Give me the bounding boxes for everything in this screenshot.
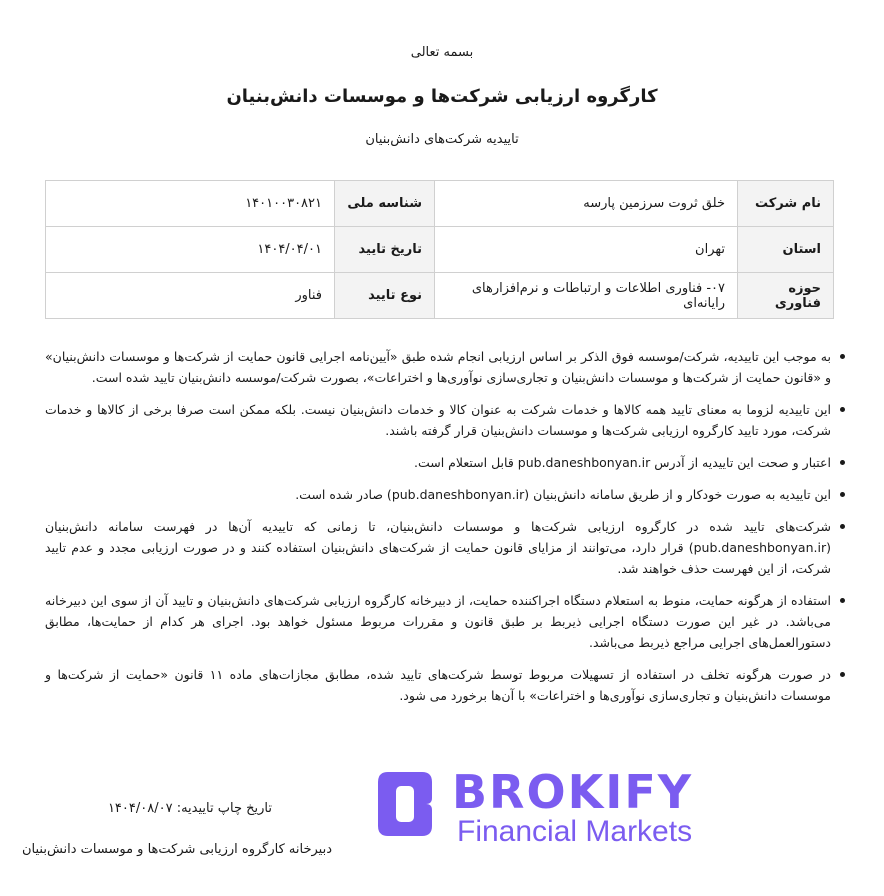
approval-date-value: ۱۴۰۴/۰۴/۰۱ bbox=[46, 227, 335, 273]
list-item: استفاده از هرگونه حمایت، منوط به استعلام دستگاه اجراکننده حمایت، از دبیرخانه کارگروه ارزیابی شرکت‌های دانش‌بنیان و تایید آن از سوی این دبیرخانه می‌باشد. در غیر این صورت دستگاه اجرایی ذیربط بر طبق قانون و مقررات مربوط مسئول خواهد بود. اجرای هر کدام از حمایت‌ها، مطابق دستورالعمل‌های اجرایی مراجع ذیربط می‌باشد. bbox=[45, 590, 831, 653]
brand-tagline: Financial Markets bbox=[457, 815, 693, 848]
page-title: کارگروه ارزیابی شرکت‌ها و موسسات دانش‌بنیان bbox=[226, 86, 658, 107]
approval-type-label: نوع تایید bbox=[335, 273, 435, 319]
list-item: در صورت هرگونه تخلف در استفاده از تسهیلات مربوط توسط شرکت‌های تایید شده، مطابق مجازات‌های ماده ۱۱ قانون «حمایت از شرکت‌ها و موسسات دانش‌بنیان و تجاری‌سازی نوآوری‌ها و اختراعات» با آن‌ها برخورد می شود. bbox=[45, 664, 831, 706]
list-item: شرکت‌های تایید شده در کارگروه ارزیابی شرکت‌ها و موسسات دانش‌بنیان، تا زمانی که تاییدیه آن‌ها در فهرست سامانه دانش‌بنیان (pub.daneshbonyan.ir) قرار دارد، می‌توانند از مزایای قانون حمایت از شرکت‌های دانش‌بنیان استفاده کنند و در صورت ارزیابی مجدد و عدم تایید شرکت، از این فهرست حذف خواهند شد. bbox=[45, 516, 831, 579]
page-subtitle: تاییدیه شرکت‌های دانش‌بنیان bbox=[365, 132, 519, 147]
company-name-label: نام شرکت bbox=[738, 181, 834, 227]
company-info-table bbox=[45, 180, 834, 319]
province-value: تهران bbox=[435, 227, 738, 273]
brokify-logo-icon bbox=[374, 768, 436, 840]
table-row bbox=[46, 273, 834, 319]
brokify-watermark bbox=[372, 765, 732, 875]
company-name-value: خلق ثروت سرزمین پارسه bbox=[435, 181, 738, 227]
notes-list bbox=[45, 346, 849, 717]
list-item: اعتبار و صحت این تاییدیه از آدرس pub.daneshbonyan.ir قابل استعلام است. bbox=[45, 452, 831, 473]
list-item: این تاییدیه به صورت خودکار و از طریق سامانه دانش‌بنیان (pub.daneshbonyan.ir) صادر شده است. bbox=[45, 484, 831, 505]
secretariat-signature: دبیرخانه کارگروه ارزیابی شرکت‌ها و موسسات دانش‌بنیان bbox=[21, 842, 332, 857]
brand-name: BROKIFY bbox=[452, 765, 694, 819]
approval-type-value: فناور bbox=[46, 273, 335, 319]
tech-field-label: حوزه فناوری bbox=[738, 273, 834, 319]
tech-field-value: ۰۷- فناوری اطلاعات و ارتباطات و نرم‌افزارهای رایانه‌ای bbox=[435, 273, 738, 319]
table-row bbox=[46, 181, 834, 227]
approval-date-label: تاریخ تایید bbox=[335, 227, 435, 273]
list-item: این تاییدیه لزوما به معنای تایید همه کالاها و خدمات شرکت به عنوان کالا و خدمات دانش‌بنیان نیست. بلکه ممکن است صرفا برخی از کالاها و خدمات شرکت، مورد تایید کارگروه ارزیابی شرکت‌ها و موسسات دانش‌بنیان قرار گرفته باشند. bbox=[45, 399, 831, 441]
table-row bbox=[46, 227, 834, 273]
national-id-label: شناسه ملی bbox=[335, 181, 435, 227]
province-label: استان bbox=[738, 227, 834, 273]
list-item: به موجب این تاییدیه، شرکت/موسسه فوق الذکر بر اساس ارزیابی انجام شده طبق «آیین‌نامه اجرایی قانون حمایت از شرکت‌ها و موسسات دانش‌بنیان» و «قانون حمایت از شرکت‌ها و موسسات دانش‌بنیان و تجاری‌سازی نوآوری‌ها و اختراعات»، بصورت شرکت/موسسه دانش‌بنیان تایید شده است. bbox=[45, 346, 831, 388]
basmala: بسمه تعالی bbox=[410, 45, 474, 60]
print-date: تاریخ چاپ تاییدیه: ۱۴۰۴/۰۸/۰۷ bbox=[107, 801, 272, 816]
national-id-value: ۱۴۰۱۰۰۳۰۸۲۱ bbox=[46, 181, 335, 227]
